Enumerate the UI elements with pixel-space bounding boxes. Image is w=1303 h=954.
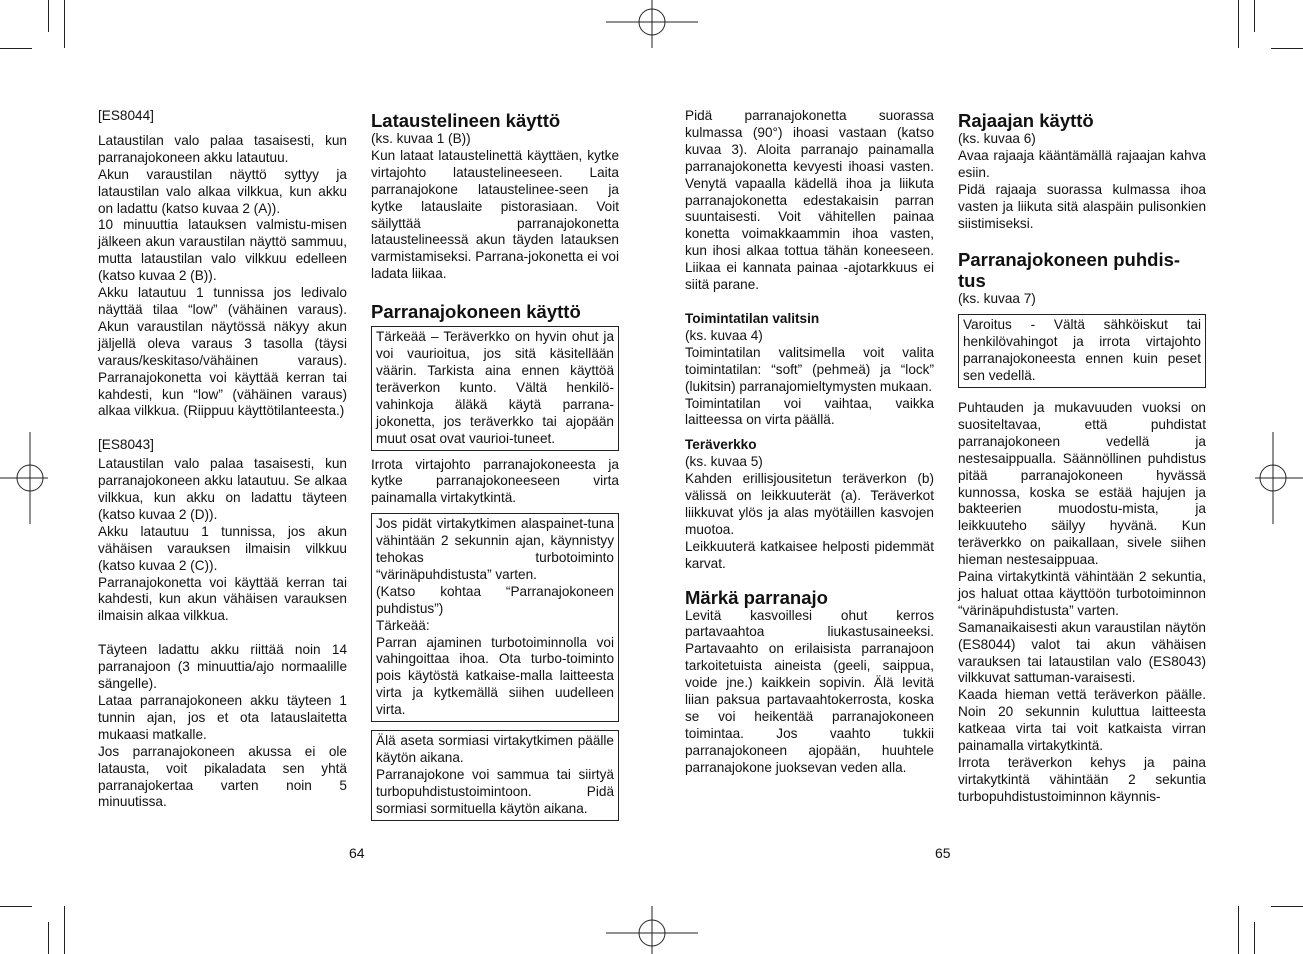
paragraph: (Katso kohtaa “Parranajokoneen puhdistus”): [376, 583, 614, 616]
column-4: [958, 110, 1206, 806]
paragraph: Avaa rajaaja kääntämällä rajaajan kahva esiin.: [958, 147, 1206, 180]
es8044-tag: [ES8044]: [98, 108, 154, 123]
paragraph: 10 minuuttia latauksen valmistu-misen jälkeen akun varaustilan näyttö sammuu, mutta lataustilan valo vilkkuu edelleen (katso kuvaa 2 (B)).: [98, 217, 347, 284]
paragraph: Tärkeää – Teräverkko on hyvin ohut ja voi vaurioitua, jos sitä käsitellään väärin. Tarkista aina ennen käyttöä teräverkon kunto. Vältä henkilö-vahinkoja äläkä käytä parrana-jokonetta, jos teräverkko tai ajopään muut osat ovat vaurioi-tuneet.: [376, 329, 614, 446]
registration-mark-left: [0, 432, 48, 524]
crop-mark: [48, 0, 49, 32]
warning-box: [958, 314, 1206, 388]
paragraph: Jos parranajokoneen akussa ei ole latausta, voit pikaladata sen yhtä parranajokertaa varten noin 5 minuutissa.: [98, 743, 347, 810]
paragraph: Irrota virtajohto parranajokoneesta ja kytke parranajokoneeseen virta painamalla virtakytkintä.: [371, 456, 619, 506]
paragraph: Samanaikaisesti akun varaustilan näytön (ES8044) valot tai akun vähäisen varauksen tai lataustilan valo (ES8043) vilkkuvat sattuman-varaisesti.: [958, 619, 1206, 686]
crop-mark: [48, 922, 49, 954]
paragraph: Akku latautuu 1 tunnissa jos ledivalo näyttää tilaa “low” (vähäinen varaus). Akun varaustilan näytössä näkyy akun jäljellä oleva varaus 3 tasolla (täysi varaus/keskitaso/vähäinen varaus). Parranajokonetta voi käyttää kerran tai kahdesti, kun “low” (vähäinen varaus) alkaa vilkkua. (Riippuu käyttötilanteesta.): [98, 285, 347, 419]
figure-ref: (ks. kuvaa 5): [685, 454, 763, 470]
paragraph: Toimintatilan valitsimella voit valita toimintatilan: “soft” (pehmeä) ja “lock” (lukitsin) parranajomieltymysten mukaan.: [685, 344, 934, 394]
section-heading: Parranajokoneen käyttö: [371, 301, 581, 323]
page-number-left: 64: [349, 845, 365, 861]
paragraph: Leikkuuterä katkaisee helposti pidemmät karvat.: [685, 538, 934, 571]
paragraph: Jos pidät virtakytkimen alaspainet-tuna vähintään 2 sekunnin ajan, käynnistyy tehokas turbotoiminto “värinäpuhdistusta” varten.: [376, 516, 614, 582]
registration-mark-top: [606, 0, 698, 48]
es8043-tag: [ES8043]: [98, 437, 154, 453]
column-3: [685, 108, 934, 777]
crop-mark: [0, 906, 32, 907]
paragraph: Pidä parranajokonetta suorassa kulmassa (90°) ihoasi vastaan (katso kuvaa 3). Aloita parranajo painamalla parranajokonetta kevyesti ihoasi vasten. Venytä vapaalla kädellä ihoa ja liikuta parranajokonetta edestakaisin parran suuntaisesti. Voit vähitellen painaa konetta voimakkaammin ihoa vasten, kun ihosi alkaa tottua tähän koneeseen. Liikaa ei kannata painaa -ajotarkkuus ei siitä parane.: [685, 108, 934, 293]
figure-ref: (ks. kuvaa 6): [958, 131, 1036, 146]
paragraph: Parran ajaminen turbotoiminnolla voi vahingoittaa ihoa. Ota turbo-toiminto pois käytöstä katkaise-malla laitteesta virta ja kytkemällä siihen uudelleen virta.: [376, 634, 614, 718]
crop-mark: [1271, 906, 1303, 907]
paragraph: Puhtauden ja mukavuuden vuoksi on suositeltavaa, että puhdistat parranajokoneen vedellä ja nestesaippualla. Säännöllinen puhdistus pitää parranajokoneen hyvässä kunnossa, koska se estää hajujen ja bakteerien muodostu-mista, ja leikkuuteho säilyy hyvänä. Kun teräverkko on paikallaan, sivele siihen hieman nestesaippuaa.: [958, 399, 1206, 568]
paragraph: Parranajokonetta voi käyttää kerran tai kahdesti, kun akun vähäisen varauksen ilmaisin alkaa vilkkua.: [98, 574, 347, 624]
figure-ref: (ks. kuvaa 1 (B)): [371, 131, 471, 146]
paragraph: Irrota teräverkon kehys ja paina virtakytkintä vähintään 2 sekuntia turbopuhdistustoiminnon käynnis-: [958, 755, 1206, 804]
crop-mark: [1238, 0, 1239, 48]
paragraph: Levitä kasvoillesi ohut kerros partavaahtoa liukastusaineeksi. Partavaahto on erilaisista parranajoon tarkoitetuista aineista (geeli, saippua, voide jne.) kaikkein sopivin. Älä levitä liian paksua partavaahtokerrosta, koska se voi heikentää parranajokoneen toimintaa. Jos vaahto tukkii parranajokoneen ajopään, huuhtele parranajokone juoksevan veden alla.: [685, 607, 934, 775]
paragraph: Paina virtakytkintä vähintään 2 sekuntia, jos haluat ottaa käyttöön turbotoiminnon “värinäpuhdistusta” varten.: [958, 569, 1206, 618]
crop-mark: [1238, 906, 1239, 954]
paragraph: Tärkeää:: [376, 617, 430, 633]
paragraph: Akku latautuu 1 tunnissa, jos akun vähäisen varauksen ilmaisin vilkkuu (katso kuvaa 2 (C)).: [98, 523, 347, 573]
registration-mark-bottom: [606, 906, 698, 954]
section-heading: Parranajokoneen puhdis-tus: [958, 249, 1181, 292]
notice-box: [371, 513, 619, 722]
subheading: Toimintatilan valitsin: [685, 310, 820, 326]
warning-box: [371, 326, 619, 450]
registration-mark-right: [1255, 432, 1303, 524]
page-number-right: 65: [935, 845, 951, 861]
paragraph: Varoitus - Vältä sähköiskut tai henkilövahingot ja irrota virtajohto parranajokoneesta ennen kuin peset sen vedellä.: [963, 317, 1201, 384]
paragraph: Täyteen ladattu akku riittää noin 14 parranajoon (3 minuuttia/ajo normaalille sängelle).: [98, 642, 347, 692]
crop-mark: [64, 0, 65, 48]
paragraph: Akun varaustilan näyttö syttyy ja lataustilan valo alkaa vilkkua, kun akku on ladattu (katso kuvaa 2 (A)).: [98, 166, 347, 216]
paragraph: Lataustilan valo palaa tasaisesti, kun parranajokoneen akku latautuu. Se alkaa vilkkua, kun akku on ladattu täyteen (katso kuvaa 2 (D)).: [98, 456, 347, 522]
section-heading: Märkä parranajo: [685, 586, 828, 608]
crop-mark: [1271, 48, 1303, 49]
paragraph: Kun lataat lataustelinettä käyttäen, kytke virtajohto lataustelineeseen. Laita parranajokone lataustelinee-seen ja kytke latauslaite pistorasiaan. Voit säilyttää parranajokonetta lataustelineessä akun täyden latauksen varmistamiseksi. Parrana-jokonetta ei voi ladata liikaa.: [371, 147, 619, 282]
paragraph: Kaada hieman vettä teräverkon päälle. Noin 20 sekunnin kuluttua laitteesta katkeaa virta tai voit katkaista virran painamalla virtakytkintä.: [958, 687, 1206, 754]
subheading: Teräverkko: [685, 437, 757, 453]
crop-mark: [64, 906, 65, 954]
paragraph: Lataustilan valo palaa tasaisesti, kun parranajokoneen akku latautuu.: [98, 132, 347, 165]
crop-mark: [1254, 922, 1255, 954]
paragraph: Kahden erillisjousitetun teräverkon (b) välissä on leikkuuterät (a). Teräverkot liikkuvat ylös ja alas myötäillen kasvojen muotoa.: [685, 471, 934, 537]
crop-mark: [1254, 0, 1255, 32]
paragraph: Pidä rajaaja suorassa kulmassa ihoa vasten ja liikuta sitä alaspäin pulisonkien siistimiseksi.: [958, 181, 1206, 231]
column-2: [371, 110, 619, 821]
section-heading: Lataustelineen käyttö: [371, 110, 561, 131]
caution-box: [371, 730, 619, 821]
figure-ref: (ks. kuvaa 4): [685, 327, 763, 343]
paragraph: Toimintatilan voi vaihtaa, vaikka laitteessa on virta päällä.: [685, 395, 934, 428]
crop-mark: [0, 48, 32, 49]
section-heading: Rajaajan käyttö: [958, 110, 1094, 131]
paragraph: Parranajokone voi sammua tai siirtyä turbopuhdistustoimintoon. Pidä sormiasi sormituella käytön aikana.: [376, 766, 614, 816]
column-1: [98, 108, 347, 811]
paragraph: Lataa parranajokoneen akku täyteen 1 tunnin ajan, jos et ota latauslaitetta mukaasi matkalle.: [98, 693, 347, 742]
paragraph: Älä aseta sormiasi virtakytkimen päälle käytön aikana.: [376, 733, 614, 765]
figure-ref: (ks. kuvaa 7): [958, 291, 1036, 307]
